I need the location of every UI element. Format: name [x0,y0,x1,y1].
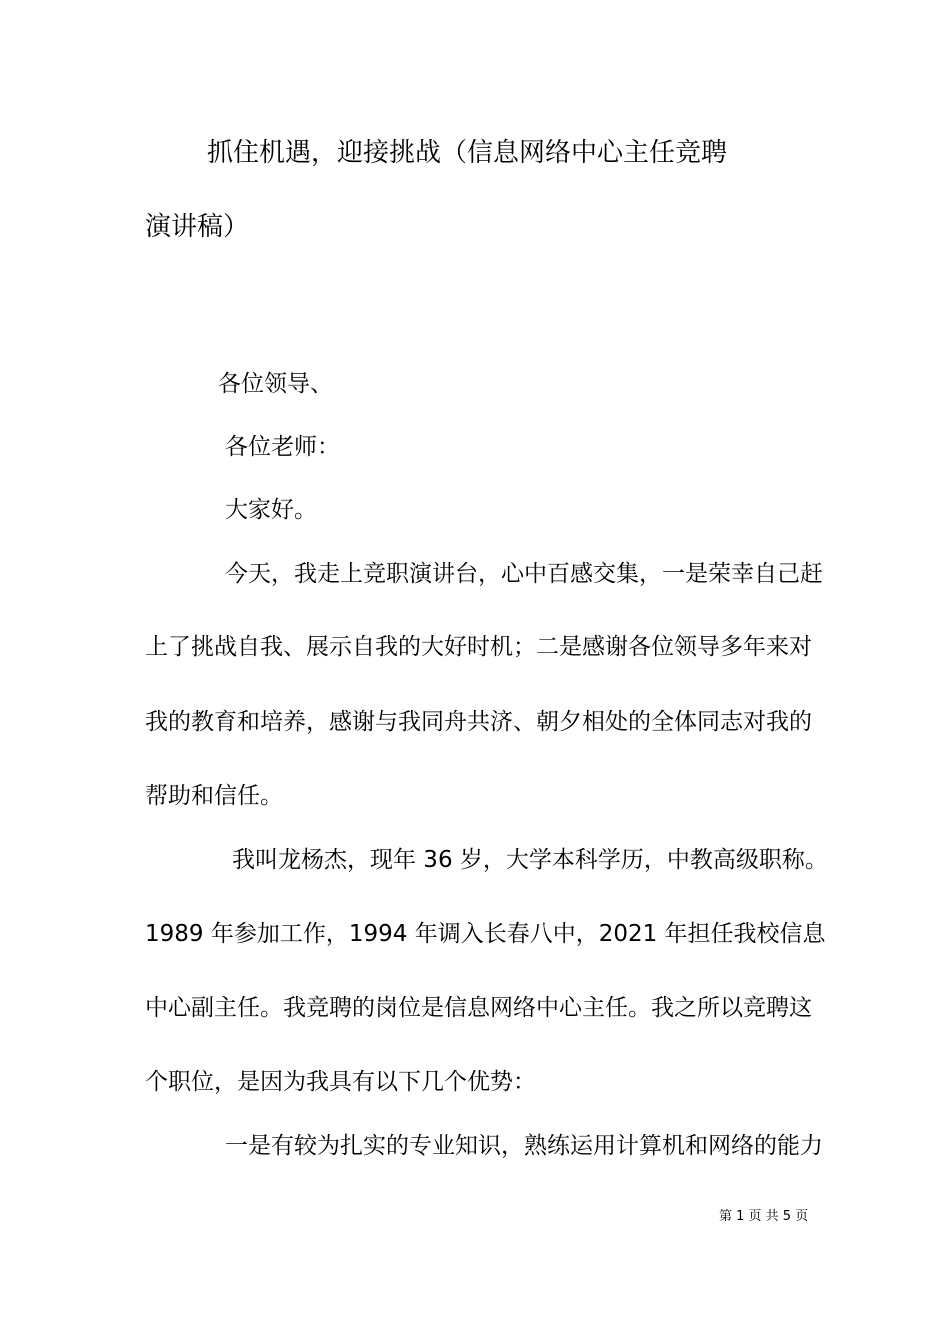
page-number: 第 1 页 共 5 页 [719,1209,809,1224]
greeting-teachers: 各位老师： [225,434,340,460]
paragraph-2-line: 1989 年参加工作，1994 年调入长春八中，2021 年担任我校信息 [145,921,826,947]
paragraph-2-line: 个职位，是因为我具有以下几个优势： [145,1069,536,1095]
paragraph-1-line: 我的教育和培养，感谢与我同舟共济、朝夕相处的全体同志对我的 [145,709,812,735]
greeting-leaders: 各位领导、 [218,371,333,397]
paragraph-2-line: 中心副主任。我竞聘的岗位是信息网络中心主任。我之所以竞聘这 [145,995,812,1021]
greeting-everyone: 大家好。 [225,497,317,523]
document-title-line-2: 演讲稿） [145,212,250,242]
paragraph-1-line: 帮助和信任。 [145,783,283,809]
paragraph-1-line: 上了挑战自我、展示自我的大好时机；二是感谢各位领导多年来对 [145,634,812,660]
document-title-line-1: 抓住机遇，迎接挑战（信息网络中心主任竞聘 [207,138,728,168]
paragraph-2-line: 我叫龙杨杰，现年 36 岁，大学本科学历，中教高级职称。 [232,847,828,873]
paragraph-1-line: 今天，我走上竞职演讲台，心中百感交集，一是荣幸自己赶 [225,561,823,587]
paragraph-3-line: 一是有较为扎实的专业知识，熟练运用计算机和网络的能力 [225,1133,823,1159]
